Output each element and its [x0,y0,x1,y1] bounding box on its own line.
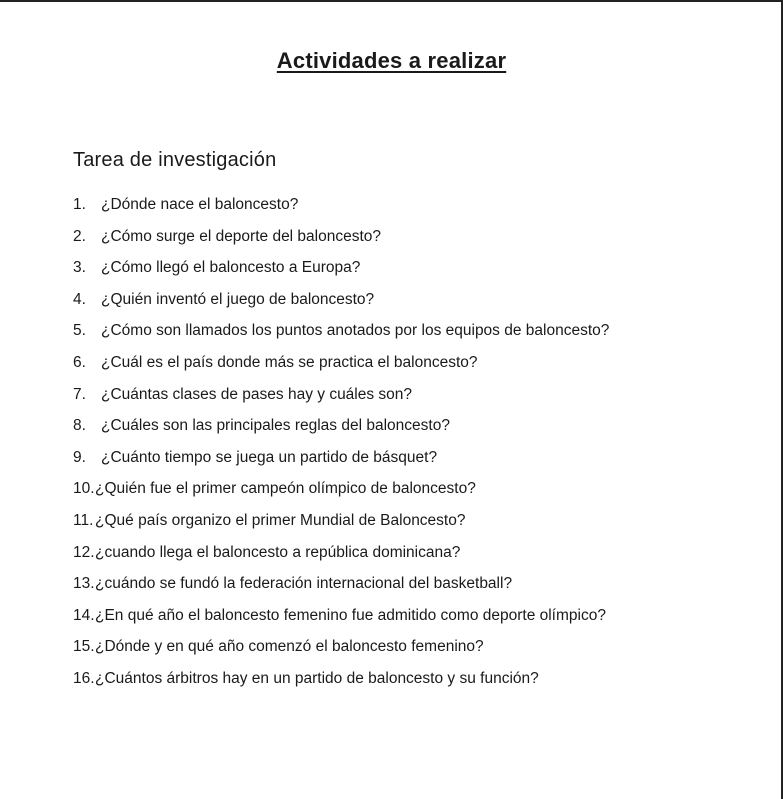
task-number: 11. [73,511,94,529]
task-number: 1. [73,196,86,213]
task-item [73,511,609,543]
task-text: ¿Dónde nace el baloncesto? [101,196,299,213]
task-item [73,479,609,511]
task-item [73,227,609,259]
task-number: 16. [73,669,95,687]
task-text: ¿Qué país organizo el primer Mundial de Baloncesto? [95,511,466,529]
task-text: ¿Cuántos árbitros hay en un partido de baloncesto y su función? [95,669,539,687]
task-text: ¿Cuáles son las principales reglas del baloncesto? [101,417,450,435]
task-number: 2. [73,227,86,245]
task-item [73,353,609,385]
task-text: ¿Cuántas clases de pases hay y cuáles son? [101,385,413,403]
task-item [73,321,609,353]
task-number: 5. [73,322,86,340]
document-title-container [0,48,783,74]
task-number: 3. [73,259,86,277]
task-text: ¿Cómo llegó el baloncesto a Europa? [101,259,361,277]
task-item [73,290,609,322]
task-number: 9. [73,448,86,466]
task-number: 10. [73,480,95,498]
task-text: ¿Cuánto tiempo se juega un partido de básquet? [101,448,438,466]
task-text: ¿Cuál es el país donde más se practica el baloncesto? [101,353,478,371]
task-item [73,195,609,227]
task-item [73,448,609,480]
task-text: ¿Quién inventó el juego de baloncesto? [101,290,375,308]
task-text: ¿cuando llega el baloncesto a república dominicana? [95,543,461,561]
task-text: ¿Dónde y en qué año comenzó el baloncesto femenino? [95,638,484,656]
task-text: ¿Cómo son llamados los puntos anotados por los equipos de baloncesto? [101,322,610,340]
task-number: 14. [73,606,95,624]
task-item [73,606,609,638]
task-text: ¿cuándo se fundó la federación internacional del basketball? [95,575,513,593]
section-heading: Tarea de investigación [73,149,277,171]
task-list [73,195,609,701]
task-number: 4. [73,290,86,308]
task-item [73,669,609,701]
task-text: ¿En qué año el baloncesto femenino fue admitido como deporte olímpico? [95,606,606,624]
task-number: 6. [73,353,86,371]
task-item [73,258,609,290]
task-number: 13. [73,575,95,593]
document-title: Actividades a realizar [276,48,507,73]
task-item [73,637,609,669]
task-item [73,574,609,606]
task-text: ¿Quién fue el primer campeón olímpico de baloncesto? [95,480,476,498]
task-number: 15. [73,638,95,656]
task-number: 12. [73,543,95,561]
task-item [73,385,609,417]
task-text: ¿Cómo surge el deporte del baloncesto? [101,227,382,245]
task-number: 7. [73,385,86,403]
task-number: 8. [73,417,86,435]
task-item [73,543,609,575]
task-item [73,416,609,448]
